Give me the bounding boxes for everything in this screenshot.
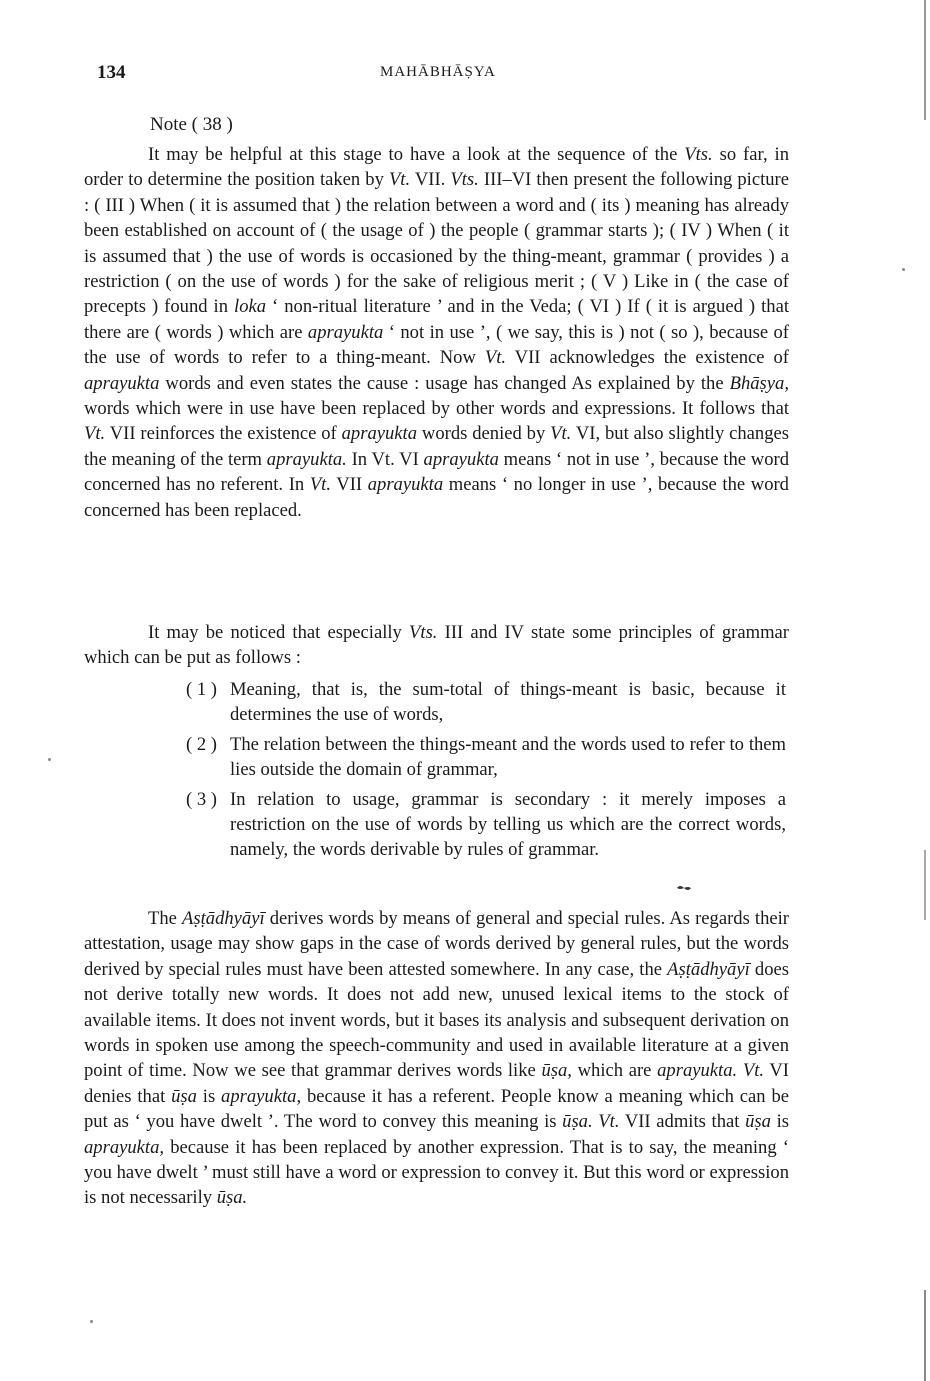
italic-term: Vts. <box>684 144 713 165</box>
section-ornament-icon <box>676 884 692 892</box>
text-run: words and even states the cause : usage has changed As explained by the <box>159 372 730 394</box>
scan-speck <box>48 758 51 761</box>
italic-term: aprayukta <box>307 321 384 343</box>
list-item-text: Meaning, that is, the sum-total of things-meant is basic, because it determines the use of words, <box>230 679 786 726</box>
italic-term: ūṣa <box>745 1111 771 1133</box>
italic-term: ūṣa. <box>562 1111 593 1133</box>
text-run: VII acknowledges the existence of <box>506 347 789 369</box>
italic-term: aprayukta <box>84 372 160 394</box>
paragraph-sequence-of-vts <box>84 142 789 523</box>
text-run: which are <box>571 1060 658 1082</box>
text-run: It may be noticed that especially <box>148 622 410 643</box>
italic-term: Vt. <box>550 423 572 445</box>
list-item-text: In relation to usage, grammar is secondary : it merely imposes a restriction on the use of words by telling us which are the correct words, namely, the words derivable by rules of grammar. <box>230 788 786 861</box>
italic-term: Bhāṣya, <box>729 372 789 394</box>
list-item-number: ( 3 ) <box>186 788 217 810</box>
italic-term: Aṣṭādhyāyī <box>182 908 265 929</box>
text-run: so far, in order to determine the position taken by <box>84 144 789 191</box>
text-run: is <box>770 1111 790 1133</box>
text-run: because it has a referent. People know a meaning which can be put as ‘ you have dwelt ’. The word to convey this meaning is <box>84 1085 789 1133</box>
scan-edge-mark <box>924 0 926 120</box>
text-run: VII reinforces the existence of <box>105 423 342 445</box>
italic-term: aprayukta <box>341 423 418 445</box>
italic-term: aprayukta. <box>266 448 347 470</box>
italic-term: aprayukta, <box>221 1085 302 1107</box>
text-run: derives words by means of general and special rules. As regards their attestation, usage may show gaps in the case of words derived by general rules, but the words derived by special rules must have been attested somewhere. In any case, the <box>84 908 789 980</box>
italic-term: Vts. <box>450 169 479 191</box>
italic-term: Vt. <box>742 1060 765 1082</box>
italic-term: loka <box>234 296 267 318</box>
text-run: III and IV state some principles of grammar which can be put as follows : <box>84 622 789 669</box>
italic-term: Vts. <box>409 622 438 643</box>
italic-term: Vt. <box>484 347 507 369</box>
text-run: VII <box>331 474 368 496</box>
italic-term: aprayukta <box>423 448 499 470</box>
italic-term: Vt. <box>388 169 411 191</box>
text-run: In Vt. VI <box>346 448 424 470</box>
text-run: words which were in use have been replaced by other words and expressions. It follows that <box>84 398 789 420</box>
text-run: words denied by <box>417 423 551 445</box>
list-item <box>186 677 786 728</box>
italic-term: Vt. <box>598 1111 620 1133</box>
text-run: VI denies that <box>84 1060 789 1107</box>
text-run: ‘ not in use ’, ( we say, this is ) not ( so ), because of the use of words to refer to a thing-meant. Now <box>84 321 790 369</box>
italic-term: ūṣa <box>171 1085 197 1107</box>
running-head: MAHĀBHĀṢYA <box>380 64 496 80</box>
text-run: means ‘ not in use ’, because the word concerned has no referent. In <box>84 448 789 496</box>
text-run: VI, but also slightly changes the meaning of the term <box>84 423 790 470</box>
text-run: because it has been replaced by another expression. That is to say, the meaning ‘ you have dwelt ’ must still have a word or expression to convey it. But this word or expression is not necessarily <box>84 1136 789 1209</box>
scan-speck <box>90 1320 93 1323</box>
italic-term: aprayukta <box>367 474 444 496</box>
list-item <box>186 732 786 783</box>
page-number: 134 <box>97 62 126 83</box>
italic-term: aprayukta. <box>657 1060 738 1082</box>
text-run: It may be helpful at this stage to have a look at the sequence of the <box>148 144 685 165</box>
note-heading: Note ( 38 ) <box>150 114 233 135</box>
italic-term: Vt. <box>84 423 106 445</box>
text-run: III–VI then present the following picture : ( III ) When ( it is assumed that ) the relation between a word and ( its ) meaning has already been established on account of ( the usage of ) the people ( grammar starts ); ( IV ) When ( it is assumed that ) the use of words is occasioned by the thing-meant, grammar ( provides ) a restriction ( on the use of words ) for the sake of religious merit ; ( V ) Like in ( the case of precepts ) found in <box>84 169 790 318</box>
text-run: does not derive totally new words. It does not add new, unused lexical items to the stock of available items. It does not invent words, but it bases its analysis and subsequent derivation on words in spoken use among the speech-community and used in available literature at a given point of time. Now we see that grammar derives words like <box>84 958 789 1082</box>
scan-edge-mark <box>924 1290 926 1381</box>
italic-term: Aṣṭādhyāyī <box>667 958 750 980</box>
text-run: The <box>148 908 183 929</box>
text-run: VII. <box>410 169 451 191</box>
italic-term: aprayukta, <box>84 1136 165 1158</box>
text-run: VII admits that <box>619 1111 746 1133</box>
text-run: is <box>196 1085 222 1107</box>
list-item-text: The relation between the things-meant and the words used to refer to them lies outside the domain of grammar, <box>230 733 786 781</box>
scan-edge-mark <box>924 850 926 920</box>
paragraph-principles-intro <box>84 620 789 671</box>
list-item <box>186 787 786 863</box>
italic-term: Vt. <box>309 474 331 496</box>
text-run: ‘ non-ritual literature ’ and in the Veda; ( VI ) If ( it is argued ) that there are ( words ) which are <box>84 296 789 343</box>
italic-term: ūṣa. <box>216 1187 248 1209</box>
principles-list <box>186 677 786 867</box>
scan-speck <box>902 268 905 271</box>
text-run: means ‘ no longer in use ’, because the word concerned has been replaced. <box>84 474 789 521</box>
list-item-number: ( 1 ) <box>186 679 217 700</box>
paragraph-astadhyayi <box>84 906 789 1211</box>
list-item-number: ( 2 ) <box>186 733 217 755</box>
italic-term: ūṣa, <box>541 1060 572 1082</box>
